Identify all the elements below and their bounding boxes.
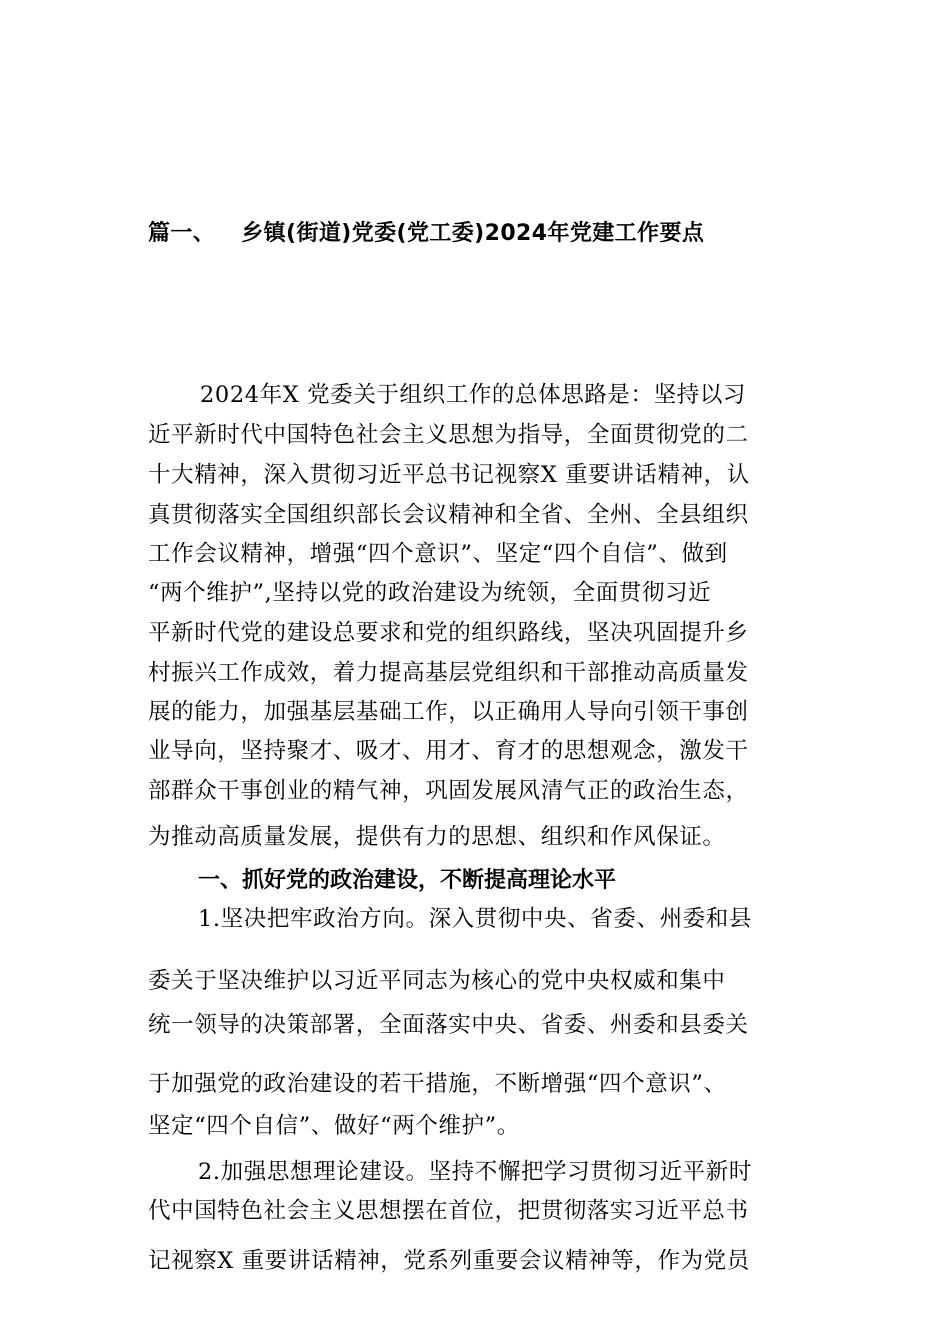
paragraph-line: 业导向，坚持聚才、吸才、用才、育才的思想观念，激发干 <box>148 738 749 764</box>
section-heading: 一、抓好党的政治建设，不断提高理论水平 <box>198 868 617 893</box>
paragraph-line: 十大精神，深入贯彻习近平总书记视察X 重要讲话精神，认 <box>148 462 750 488</box>
paragraph-line: 部群众干事创业的精气神，巩固发展风清气正的政治生态， <box>148 778 749 804</box>
paragraph-line: 统一领导的决策部署，全面落实中央、省委、州委和县委关 <box>148 1012 749 1038</box>
paragraph-line: 2024年X 党委关于组织工作的总体思路是：坚持以习 <box>200 382 747 408</box>
paragraph-line: 为推动高质量发展，提供有力的思想、组织和作风保证。 <box>148 824 726 850</box>
paragraph-line: 坚定“四个自信”、做好“两个维护”。 <box>148 1113 520 1139</box>
document-title <box>148 218 704 250</box>
paragraph-line: 真贯彻落实全国组织部长会议精神和全省、全州、全县组织 <box>148 502 749 528</box>
paragraph-line: 记视察X 重要讲话精神，党系列重要会议精神等，作为党员 <box>148 1248 750 1274</box>
paragraph-line: 2.加强思想理论建设。坚持不懈把学习贯彻习近平新时 <box>198 1159 752 1185</box>
paragraph-line: 委关于坚决维护以习近平同志为核心的党中央权威和集中 <box>148 968 726 994</box>
paragraph-line: 近平新时代中国特色社会主义思想为指导，全面贯彻党的二 <box>148 422 749 448</box>
paragraph-line: 工作会议精神，增强“四个意识”、坚定“四个自信”、做到 <box>148 541 728 567</box>
paragraph-line: 平新时代党的建设总要求和党的组织路线，坚决巩固提升乡 <box>148 620 749 646</box>
title-text: 乡镇(街道)党委(党工委)2024年党建工作要点 <box>241 221 705 246</box>
paragraph-line: 1.坚决把牢政治方向。深入贯彻中央、省委、州委和县 <box>198 906 752 932</box>
paragraph-line: 展的能力，加强基层基础工作，以正确用人导向引领干事创 <box>148 699 749 725</box>
paragraph-line: 代中国特色社会主义思想摆在首位，把贯彻落实习近平总书 <box>148 1198 749 1224</box>
title-prefix: 篇一、 <box>148 221 216 246</box>
paragraph-line: 于加强党的政治建设的若干措施，不断增强“四个意识”、 <box>148 1071 727 1097</box>
paragraph-line: “两个维护”,坚持以党的政治建设为统领，全面贯彻习近 <box>148 580 712 606</box>
paragraph-line: 村振兴工作成效，着力提高基层党组织和干部推动高质量发 <box>148 660 749 686</box>
